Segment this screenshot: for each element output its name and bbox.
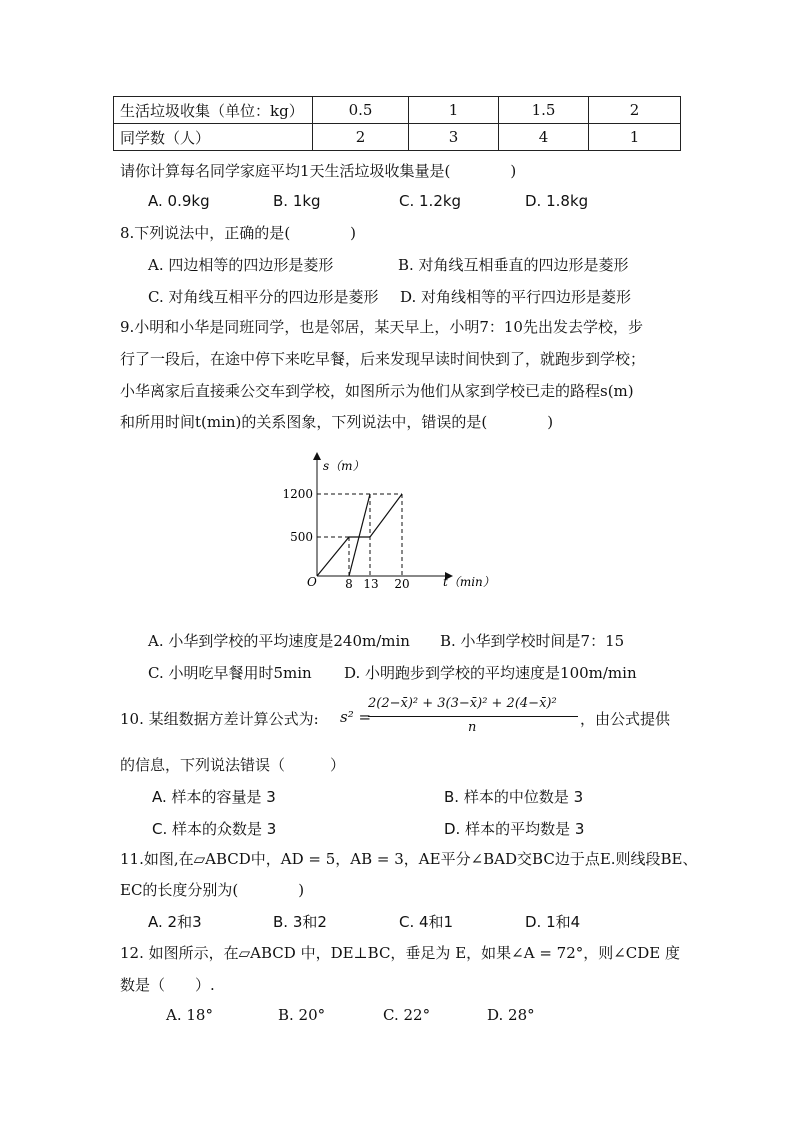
question-7-stem: 请你计算每名同学家庭平均1天生活垃圾收集量是( ) xyxy=(120,162,517,180)
q11-option-d: D. 1和4 xyxy=(525,913,581,931)
q10-option-a: A. 样本的容量是 3 xyxy=(152,788,276,806)
q9-option-c: C. 小明吃早餐用时5min xyxy=(148,664,312,682)
formula-numerator: 2(2−x̄)² + 3(3−x̄)² + 2(4−x̄)² xyxy=(368,696,557,711)
q7-option-d: D. 1.8kg xyxy=(525,192,589,210)
question-11-line-2: EC的长度分别为( ) xyxy=(120,881,305,899)
table-cell: 3 xyxy=(409,124,499,151)
table-cell: 0.5 xyxy=(313,97,409,124)
q11-option-a: A. 2和3 xyxy=(148,913,202,931)
table-row xyxy=(114,124,681,151)
q9-option-d: D. 小明跑步到学校的平均速度是100m/min xyxy=(344,664,637,682)
x-axis-label: t（min） xyxy=(443,575,495,589)
y-axis-label: s（m） xyxy=(323,459,365,473)
q8-option-a: A. 四边相等的四边形是菱形 xyxy=(148,256,334,274)
question-9-line-3: 小华离家后直接乘公交车到学校，如图所示为他们从家到学校已走的路程s(m) xyxy=(120,382,634,400)
distance-time-graph xyxy=(282,448,495,593)
q8-option-b: B. 对角线互相垂直的四边形是菱形 xyxy=(398,256,629,274)
garbage-table xyxy=(113,96,681,151)
q12-option-b: B. 20° xyxy=(278,1006,326,1024)
q8-option-d: D. 对角线相等的平行四边形是菱形 xyxy=(400,288,632,306)
q12-option-d: D. 28° xyxy=(487,1006,535,1024)
table-cell: 生活垃圾收集（单位：kg） xyxy=(114,97,313,124)
question-10-suffix: ，由公式提供 xyxy=(580,710,671,728)
formula-left: s² = xyxy=(340,708,372,726)
q11-option-c: C. 4和1 xyxy=(399,913,454,931)
question-9-line-4: 和所用时间t(min)的关系图象，下列说法中，错误的是( ) xyxy=(120,413,554,431)
q10-option-c: C. 样本的众数是 3 xyxy=(152,820,277,838)
table-cell: 1.5 xyxy=(499,97,589,124)
question-12-line-2: 数是（ ）. xyxy=(120,976,215,994)
q12-option-c: C. 22° xyxy=(383,1006,431,1024)
fraction-bar xyxy=(368,716,578,717)
q10-option-d: D. 样本的平均数是 3 xyxy=(444,820,585,838)
table-cell: 2 xyxy=(589,97,681,124)
q7-option-b: B. 1kg xyxy=(273,192,321,210)
table-cell: 4 xyxy=(499,124,589,151)
question-11-line-1: 11.如图,在▱ABCD中，AD = 5，AB = 3，AE平分∠BAD交BC边于点E.则线段BE、 xyxy=(120,850,698,868)
question-12-line-1: 12. 如图所示，在▱ABCD 中，DE⊥BC，垂足为 E，如果∠A = 72°，则∠CDE 度 xyxy=(120,944,681,962)
y-tick-1200: 1200 xyxy=(282,487,313,501)
q8-option-c: C. 对角线互相平分的四边形是菱形 xyxy=(148,288,379,306)
question-9-line-2: 行了一段后，在途中停下来吃早餐，后来发现早读时间快到了，就跑步到学校； xyxy=(120,350,646,368)
q9-option-a: A. 小华到学校的平均速度是240m/min xyxy=(148,632,410,650)
xiaohua-line xyxy=(349,494,370,576)
y-tick-500: 500 xyxy=(290,530,313,544)
y-axis-arrow xyxy=(313,452,321,460)
table-cell: 1 xyxy=(589,124,681,151)
q9-option-b: B. 小华到学校时间是7：15 xyxy=(440,632,625,650)
question-9-line-1: 9.小明和小华是同班同学，也是邻居，某天早上，小明7：10先出发去学校，步 xyxy=(120,318,643,336)
x-tick-13: 13 xyxy=(363,577,379,591)
q7-option-a: A. 0.9kg xyxy=(148,192,210,210)
table-cell: 2 xyxy=(313,124,409,151)
formula-denominator: n xyxy=(468,720,477,735)
table-cell: 1 xyxy=(409,97,499,124)
x-tick-8: 8 xyxy=(345,577,353,591)
q10-option-b: B. 样本的中位数是 3 xyxy=(444,788,584,806)
table-cell: 同学数（人） xyxy=(114,124,313,151)
origin-label: O xyxy=(307,575,317,589)
q12-option-a: A. 18° xyxy=(166,1006,213,1024)
x-tick-20: 20 xyxy=(394,577,410,591)
q11-option-b: B. 3和2 xyxy=(273,913,327,931)
question-10-line-2: 的信息，下列说法错误（ ） xyxy=(120,756,346,774)
question-8-stem: 8.下列说法中，正确的是( ) xyxy=(120,224,357,242)
question-10-prefix: 10. 某组数据方差计算公式为: xyxy=(120,710,319,728)
q7-option-c: C. 1.2kg xyxy=(399,192,462,210)
table-row xyxy=(114,97,681,124)
